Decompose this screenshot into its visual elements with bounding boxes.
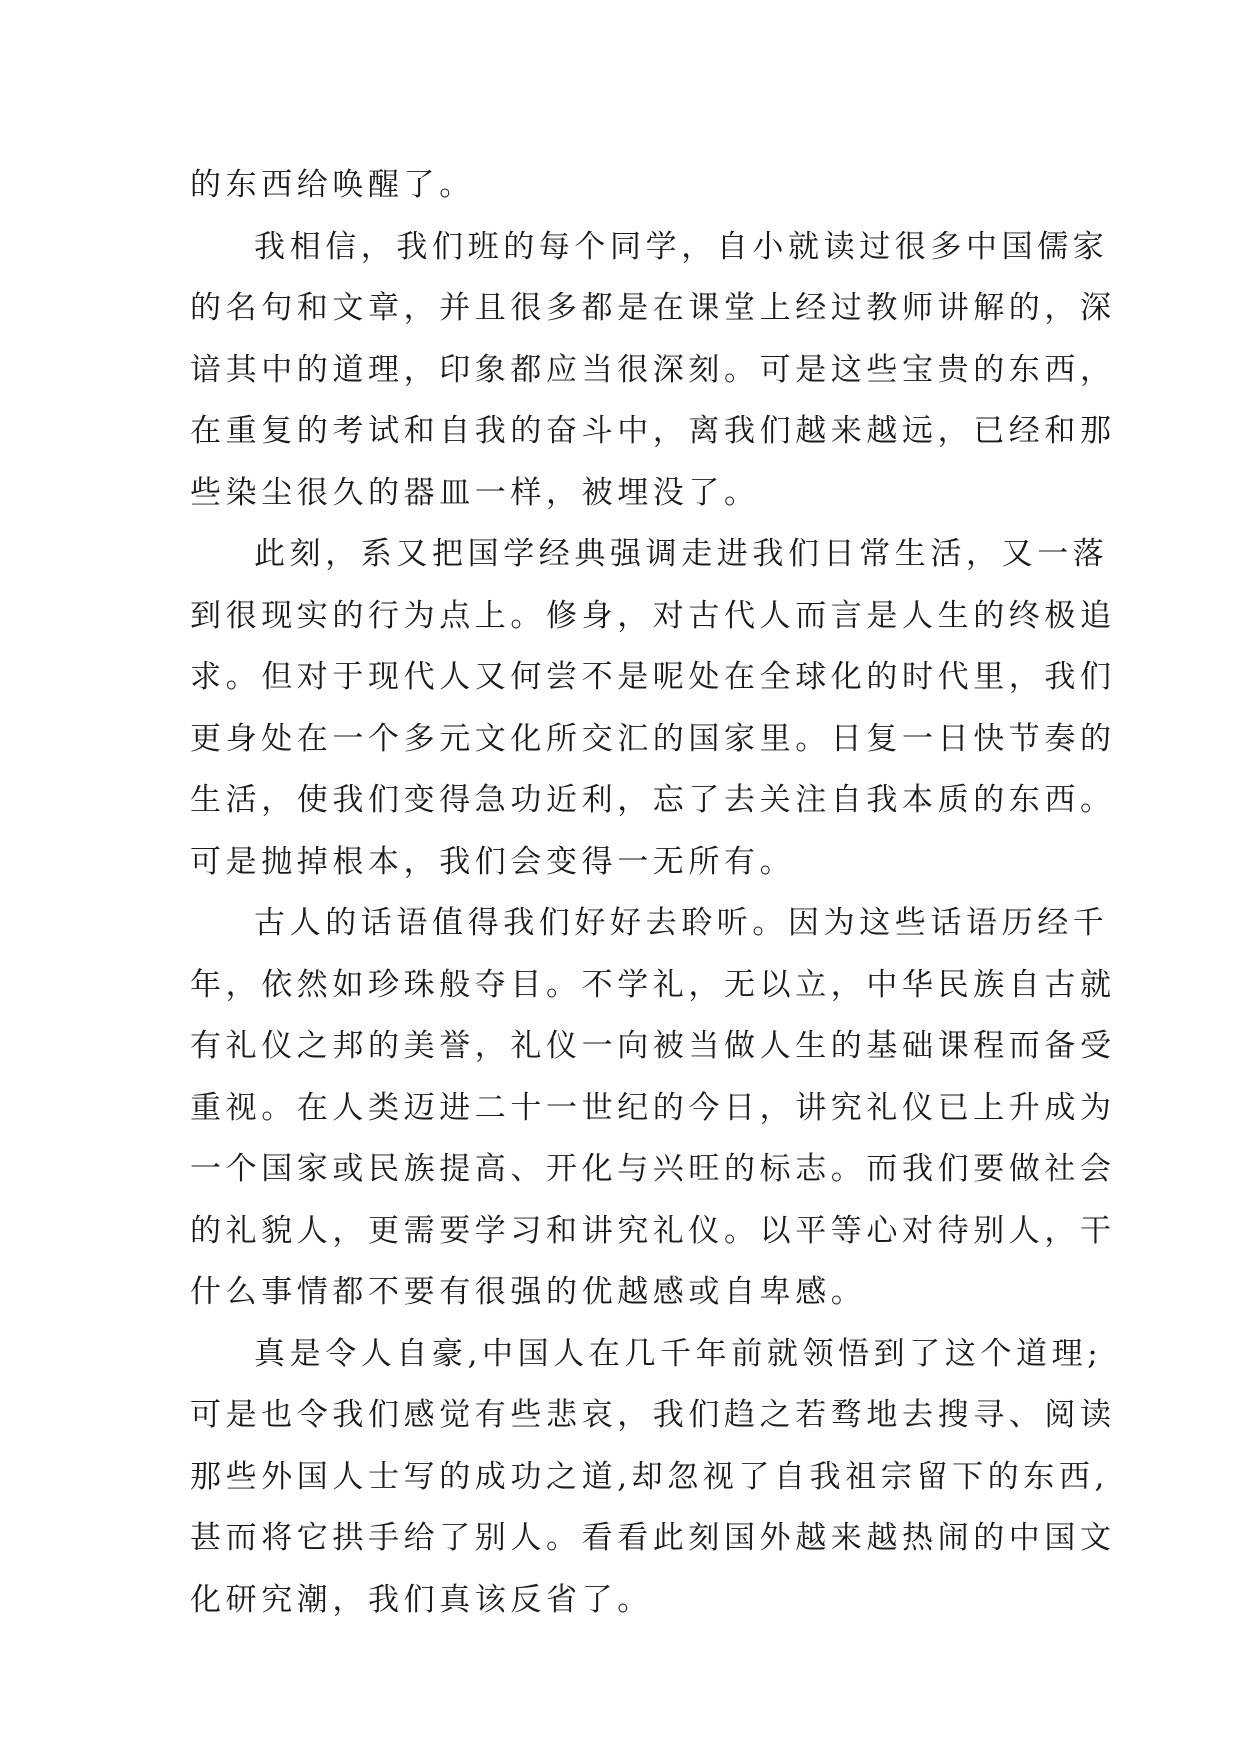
text-line: 到很现实的行为点上。修身，对古代人而言是人生的终极追 [190, 597, 1116, 634]
text-line: 有礼仪之邦的美誉，礼仪一向被当做人生的基础课程而备受 [190, 1028, 1116, 1064]
text-line: 谙其中的道理，印象都应当很深刻。可是这些宝贵的东西， [190, 351, 1116, 388]
text-line: 真是令人自豪,中国人在几千年前就领悟到了这个道理; [254, 1335, 1103, 1372]
text-line: 生活，使我们变得急功近利，忘了去关注自我本质的东西。 [190, 782, 1116, 818]
text-line: 更身处在一个多元文化所交汇的国家里。日复一日快节奏的 [190, 720, 1116, 757]
text-line: 年，依然如珍珠般夺目。不学礼，无以立，中华民族自古就 [190, 966, 1116, 1003]
text-line: 一个国家或民族提高、开化与兴旺的标志。而我们要做社会 [190, 1151, 1116, 1187]
text-line: 什么事情都不要有很强的优越感或自卑感。 [190, 1274, 867, 1310]
text-line: 些染尘很久的器皿一样，被埋没了。 [190, 474, 760, 511]
text-line: 古人的话语值得我们好好去聆听。因为这些话语历经千 [254, 905, 1109, 941]
text-line: 的东西给唤醒了。 [190, 167, 475, 203]
text-line: 重视。在人类迈进二十一世纪的今日，讲究礼仪已上升成为 [190, 1089, 1116, 1126]
text-line: 的礼貌人，更需要学习和讲究礼仪。以平等心对待别人，干 [190, 1212, 1116, 1249]
text-line: 此刻，系又把国学经典强调走进我们日常生活，又一落 [254, 536, 1109, 572]
text-line: 可是抛掉根本，我们会变得一无所有。 [190, 843, 796, 880]
text-line: 化研究潮，我们真该反省了。 [190, 1581, 653, 1618]
text-line: 可是也令我们感觉有些悲哀，我们趋之若骛地去搜寻、阅读 [190, 1397, 1116, 1433]
body-text [190, 155, 1116, 1631]
text-line: 我相信，我们班的每个同学，自小就读过很多中国儒家 [254, 228, 1109, 265]
text-line: 在重复的考试和自我的奋斗中，离我们越来越远，已经和那 [190, 413, 1116, 449]
text-line: 甚而将它拱手给了别人。看看此刻国外越来越热闹的中国文 [190, 1520, 1116, 1556]
text-line: 求。但对于现代人又何尝不是呢处在全球化的时代里，我们 [190, 659, 1116, 695]
text-line: 那些外国人士写的成功之道,却忽视了自我祖宗留下的东西, [190, 1458, 1109, 1495]
text-line: 的名句和文章，并且很多都是在课堂上经过教师讲解的，深 [190, 290, 1116, 326]
